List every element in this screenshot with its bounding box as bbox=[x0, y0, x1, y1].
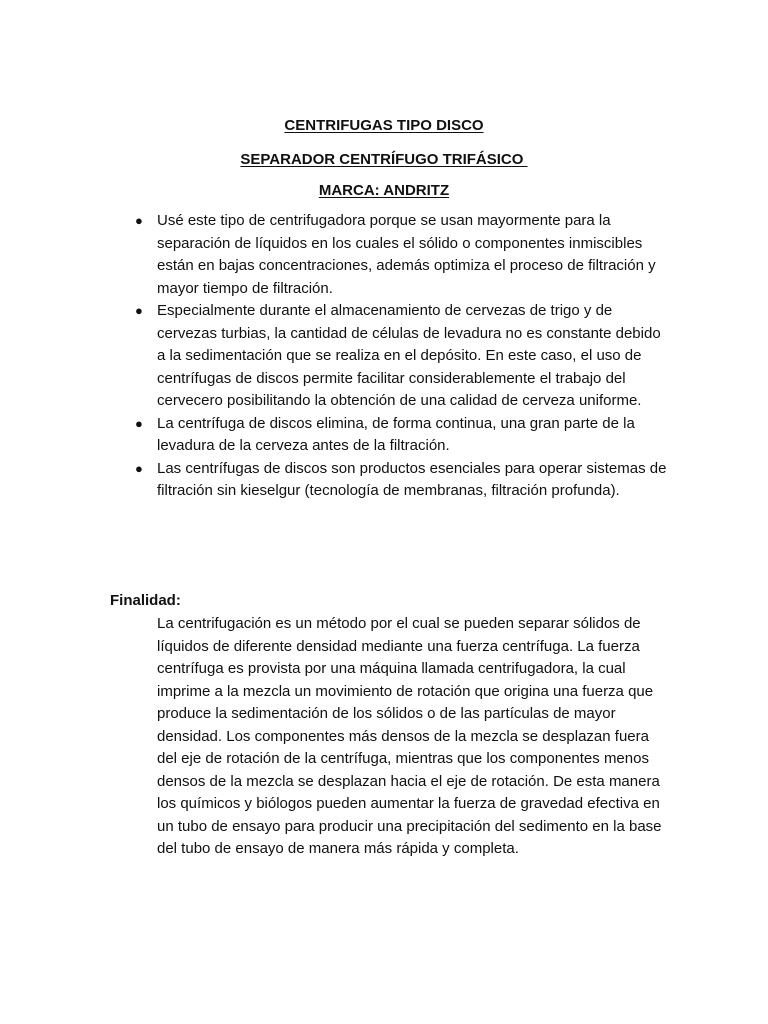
list-item bbox=[135, 210, 670, 300]
list-item bbox=[135, 458, 670, 503]
bullet-list bbox=[135, 210, 670, 503]
list-item bbox=[135, 300, 670, 413]
bullet-icon: ● bbox=[135, 213, 143, 228]
document-subtitle: SEPARADOR CENTRÍFUGO TRIFÁSICO bbox=[240, 151, 528, 168]
list-item bbox=[135, 413, 670, 458]
bullet-icon: ● bbox=[135, 303, 143, 318]
bullet-icon: ● bbox=[135, 460, 143, 476]
list-item-text: Las centrífugas de discos son productos esenciales para operar sistemas de filtración sin kieselgur (tecnología de membranas, filtración profunda). bbox=[157, 459, 667, 499]
list-item-text: La centrífuga de discos elimina, de forma continua, una gran parte de la levadura de la cerveza antes de la filtración. bbox=[157, 414, 635, 454]
list-item-text: Usé este tipo de centrifugadora porque se usan mayormente para la separación de líquidos en los cuales el sólido o componentes inmiscibles están en bajas concentraciones, además optimiza el proceso de filtración y mayor tiempo de filtración. bbox=[157, 212, 656, 297]
bullet-icon: ● bbox=[135, 415, 143, 431]
brand-heading: MARCA: ANDRITZ bbox=[318, 182, 450, 199]
section-heading-finalidad: Finalidad: bbox=[110, 592, 181, 609]
finalidad-paragraph: La centrifugación es un método por el cual se pueden separar sólidos de líquidos de diferente densidad mediante una fuerza centrífuga. La fuerza centrífuga es provista por una máquina llamada centrifugadora, la cual imprime a la mezcla un movimiento de rotación que origina una fuerza que produce la sedimentación de los sólidos o de las partículas de mayor densidad. Los componentes más densos de la mezcla se desplazan fuera del eje de rotación de la centrífuga, mientras que los componentes menos densos de la mezcla se desplazan hacia el eje de rotación. De esta manera los químicos y biólogos pueden aumentar la fuerza de gravedad efectiva en un tubo de ensayo para producir una precipitación del sedimento en la base del tubo de ensayo de manera más rápida y completa. bbox=[157, 615, 662, 857]
list-item-text: Especialmente durante el almacenamiento de cervezas de trigo y de cervezas turbias, la cantidad de células de levadura no es constante debido a la sedimentación que se realiza en el depósito. En este caso, el uso de centrífugas de discos permite facilitar considerablemente el trabajo del cervecero posibilitando la obtención de una calidad de cerveza uniforme. bbox=[157, 302, 661, 409]
document-title: CENTRIFUGAS TIPO DISCO bbox=[284, 117, 484, 134]
